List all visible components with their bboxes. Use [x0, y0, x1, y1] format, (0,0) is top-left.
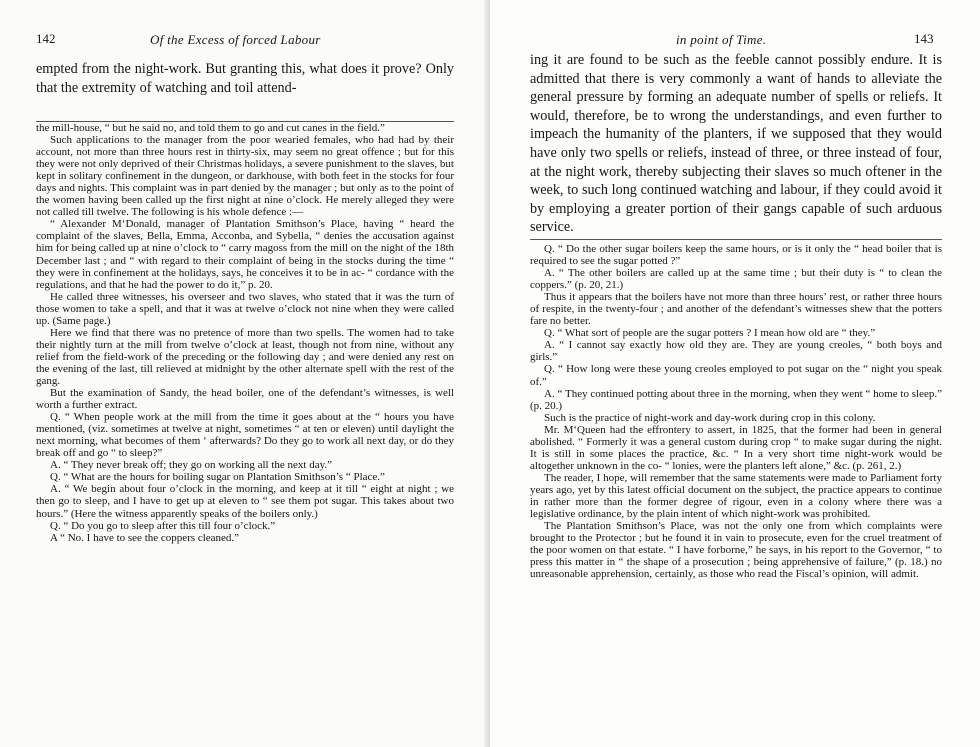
right-page	[490, 0, 980, 747]
footnote-paragraph: Such is the practice of night-work and day-work during crop in this colony.	[544, 411, 876, 424]
main-paragraph: empted from the night-work. But granting this, what does it prove? Only that the extremity of watching and toil attend-	[36, 61, 454, 96]
footnote-paragraph: He called three witnesses, his overseer and two slaves, who stated that it was the turn of those women to take a spell, and that it was at twelve o’clock not nine when they were called up. (Same page.)	[36, 290, 454, 327]
footnote-paragraph: Q. “ What are the hours for boiling sugar on Plantation Smithson’s “ Place.”	[50, 471, 385, 484]
footnote-paragraph: Here we find that there was no pretence of more than two spells. The women had to take their nightly turn at the mill from twelve o’clock at least, though not from nine, without any relief from the field-work of the preceding or the following day ; and were denied any rest on the evening of the last, till relieved at midnight by the other alternate spell with the rest of the gang.	[36, 326, 454, 387]
footnote-paragraph: A. “ I cannot say exactly how old they are. They are young creoles, “ both boys and girls.”	[530, 339, 942, 364]
footnote-text	[530, 243, 942, 580]
main-text	[36, 60, 454, 97]
footnote-paragraph: Mr. M‘Queen had the effrontery to assert, in 1825, that the former had been in general abolished. “ Formerly it was a general custom during crop “ to make sugar during the night. It is still in some places the practice, &c. “ In a very short time night-work would be altogether unknown in the co- “ lonies, were the planters left alone,” &c. (p. 261, 2.)	[530, 423, 942, 472]
footnote-divider	[530, 239, 942, 240]
footnote-paragraph: The reader, I hope, will remember that the same statements were made to Parliament forty years ago, yet by this latest official document on the subject, the practice appears to continue in rather more than the former degree of rigour, even in a colony where there was a legislative ordinance, by the plain intent of which night-work was prohibited.	[530, 471, 942, 521]
footnote-paragraph: Q. “ When people work at the mill from the time it goes about at the “ hours you have mentioned, (viz. sometimes at twelve at night, sometimes “ at ten or eleven) until daylight the next morning, what becomes of them ‘ afterwards? Do they go to work all next day, or do they break off and go “ to sleep?”	[36, 411, 454, 460]
main-paragraph: ing it are found to be such as the feeble cannot possibly endure. It is admitted that there is very commonly a want of hands to alleviate the general pressure by forming an adequate number of spells or reliefs. It would, therefore, be to wrong the understandings, and even further to impeach the humanity of the planters, if we supposed that they would have only two spells or reliefs, instead of three, or three instead of four, at the night work, thereby subjecting their slaves so much oftener in the week, to such long continued watching and labour, if they could avoid it by employing a greater portion of their gangs capable of such arduous service.	[530, 52, 942, 236]
footnote-paragraph: A. “ We begin about four o’clock in the morning, and keep at it till “ eight at night ; we then go to sleep, and I have to get up at eleven to “ see them pot sugar. This takes about two hours.” (Here the witness apparently speaks of the boilers only.)	[36, 483, 454, 520]
footnote-paragraph: the mill-house, “ but he said no, and told them to go and cut canes in the field.”	[36, 122, 385, 134]
footnote-paragraph: A. “ They continued potting about three in the morning, when they went “ home to sleep.” (p. 20.)	[530, 387, 942, 412]
footnote-paragraph: A. “ The other boilers are called up at the same time ; but their duty is “ to clean the coppers.” (p. 20, 21.)	[530, 267, 942, 292]
main-text	[530, 51, 942, 237]
footnote-paragraph: A. “ They never break off; they go on working all the next day.”	[50, 459, 333, 472]
footnote-paragraph: “ Alexander M‘Donald, manager of Plantation Smithson’s Place, having “ heard the complaint of the slaves, Bella, Emma, Acconba, and Sybella, “ denies the accusation against him for being called up at nine o’clock to “ carry magoss from the mill on the night of the 18th December last ; and “ with regard to their complaint of being in the stocks during the time “ they were in confinement at the holidays, says, he conceives it to be in ac- “ cordance with the regulations, and that he had the power to do it,” p. 20.	[36, 218, 454, 291]
footnote-paragraph: Q. “ Do you go to sleep after this till four o’clock.”	[50, 519, 276, 532]
footnote-paragraph: The Plantation Smithson’s Place, was not the only one from which complaints were brought to the Protector ; but he found it in vain to prosecute, even for the cruel treatment of the poor women on that estate. “ I have forborne,” he says, in his report to the Governor, “ to press this matter in “ the shape of a prosecution ; being apprehensive of failure,” (p. 18.) no unreasonable apprehension, certainly, as those who read the Fiscal’s opinion, will admit.	[530, 520, 942, 581]
footnote-paragraph: Such applications to the manager from the poor wearied females, who had had by their account, not more than three hours rest in thirty-six, may seem no great offence ; but for this they were not only deprived of their Christmas holidays, a severe punishment to the slaves, but kept in solitary confinement in the dungeon, or darkhouse, with both feet in the stocks for four days and nights. This complaint was in part denied by the manager ; but only as to the point of the women having been called up the first night at nine o’clock. He merely alleged they were not called till twelve. The following is his whole defence :—	[36, 134, 454, 219]
running-head: Of the Excess of forced Labour	[150, 32, 321, 47]
footnote-paragraph: A “ No. I have to see the coppers cleaned.”	[50, 531, 240, 544]
page-number: 142	[36, 31, 56, 46]
running-head: in point of Time.	[676, 32, 767, 47]
footnote-paragraph: Thus it appears that the boilers have not more than three hours’ rest, or rather three hours of respite, in the twenty-four ; and another of the defendant’s witnesses shew that the potters fare no better.	[530, 291, 942, 328]
footnote-paragraph: Q. “ Do the other sugar boilers keep the same hours, or is it only the “ head boiler that is required to see the sugar potted ?”	[530, 243, 942, 268]
footnote-text	[36, 122, 454, 544]
footnote-paragraph: But the examination of Sandy, the head boiler, one of the defendant’s witnesses, is well worth a further extract.	[36, 387, 454, 412]
page-number: 143	[914, 31, 934, 46]
footnote-paragraph: Q. “ What sort of people are the sugar potters ? I mean how old are “ they.”	[544, 327, 876, 340]
footnote-paragraph: Q. “ How long were these young creoles employed to pot sugar on the “ night you speak of.”	[530, 363, 942, 388]
